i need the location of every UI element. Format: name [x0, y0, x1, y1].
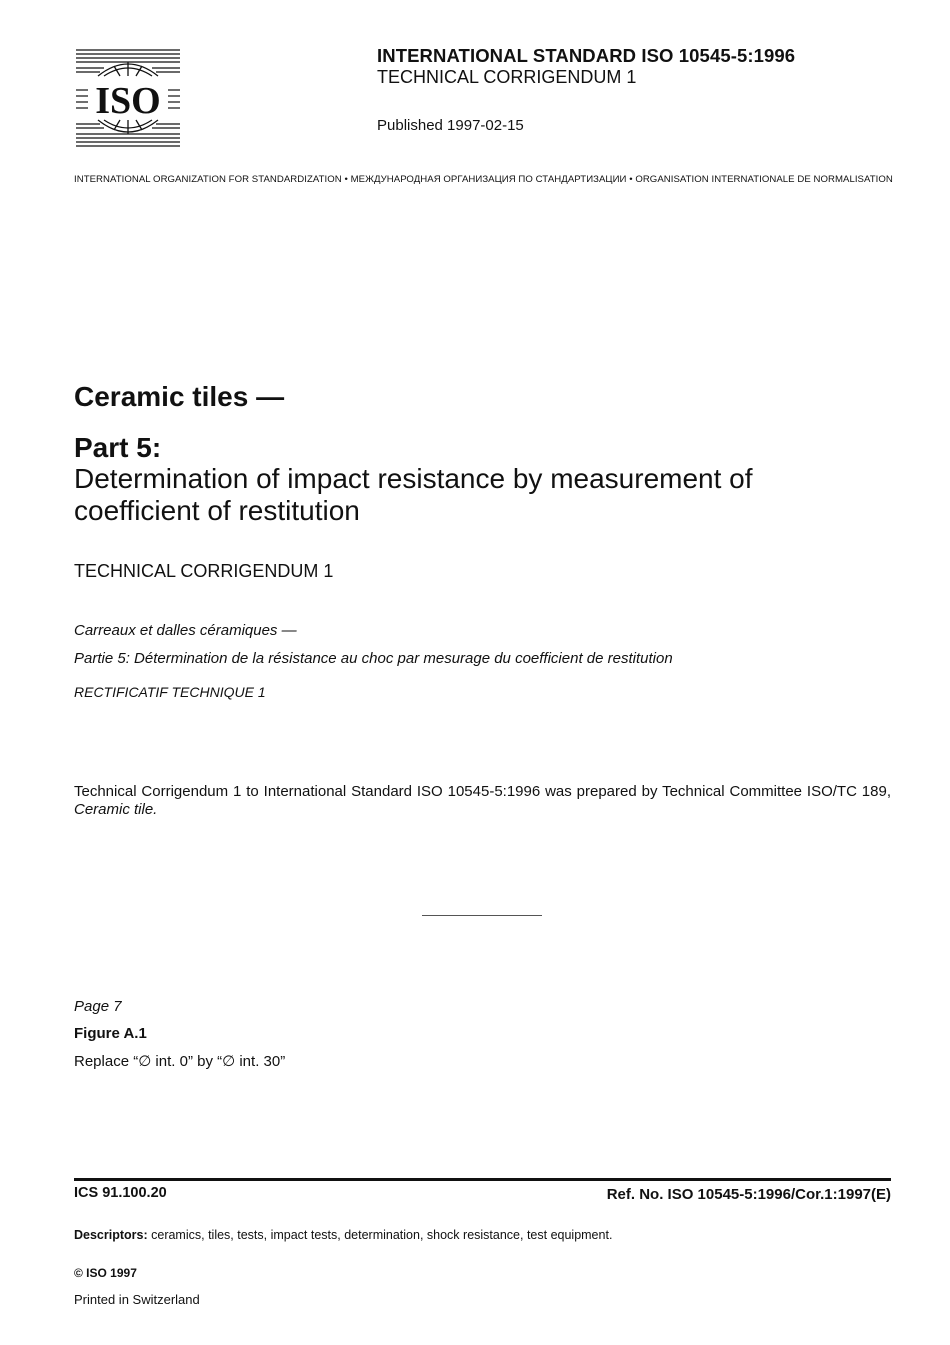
document-title: Ceramic tiles — [74, 381, 285, 412]
section-divider [422, 915, 542, 916]
figure-reference: Figure A.1 [74, 1025, 147, 1042]
french-title: Carreaux et dalles céramiques — [74, 622, 297, 639]
standard-title: INTERNATIONAL STANDARD ISO 10545-5:1996 [377, 45, 796, 66]
standard-subtitle: TECHNICAL CORRIGENDUM 1 [377, 67, 637, 87]
organization-line: INTERNATIONAL ORGANIZATION FOR STANDARDIZATION • МЕЖДУНАРОДНАЯ ОРГАНИЗАЦИЯ ПО СТАНДАРТИЗАЦИИ • ORGANISATION INTERNATIONALE DE NORMALISATION [74, 174, 893, 185]
descriptors-label: Descriptors: [74, 1228, 148, 1242]
page-reference: Page 7 [74, 998, 122, 1015]
committee-name: Ceramic tile. [74, 801, 158, 818]
ics-code: ICS 91.100.20 [74, 1185, 167, 1201]
iso-logo-text: ISO [95, 80, 161, 122]
published-date: Published 1997-02-15 [377, 117, 524, 134]
replacement-instruction: Replace “∅ int. 0” by “∅ int. 30” [74, 1053, 286, 1070]
part-title: Determination of impact resistance by measurement of coefficient of restitution [74, 463, 753, 526]
corrigendum-label: TECHNICAL CORRIGENDUM 1 [74, 561, 334, 581]
intro-paragraph [74, 783, 891, 819]
part-label: Part 5: [74, 432, 162, 463]
printed-location: Printed in Switzerland [74, 1292, 200, 1307]
descriptors-line [74, 1228, 612, 1242]
copyright-notice: © ISO 1997 [74, 1266, 137, 1280]
iso-logo [74, 46, 182, 150]
french-corrigendum-label: RECTIFICATIF TECHNIQUE 1 [74, 684, 266, 700]
reference-number: Ref. No. ISO 10545-5:1996/Cor.1:1997(E) [606, 1186, 891, 1203]
footer-rule [74, 1178, 891, 1181]
intro-text: Technical Corrigendum 1 to International Standard ISO 10545-5:1996 was prepared by Technical Committee ISO/TC 189, [74, 783, 891, 800]
descriptors-list: ceramics, tiles, tests, impact tests, determination, shock resistance, test equipment. [147, 1228, 613, 1242]
french-part-title: Partie 5: Détermination de la résistance au choc par mesurage du coefficient de restitution [74, 650, 673, 667]
